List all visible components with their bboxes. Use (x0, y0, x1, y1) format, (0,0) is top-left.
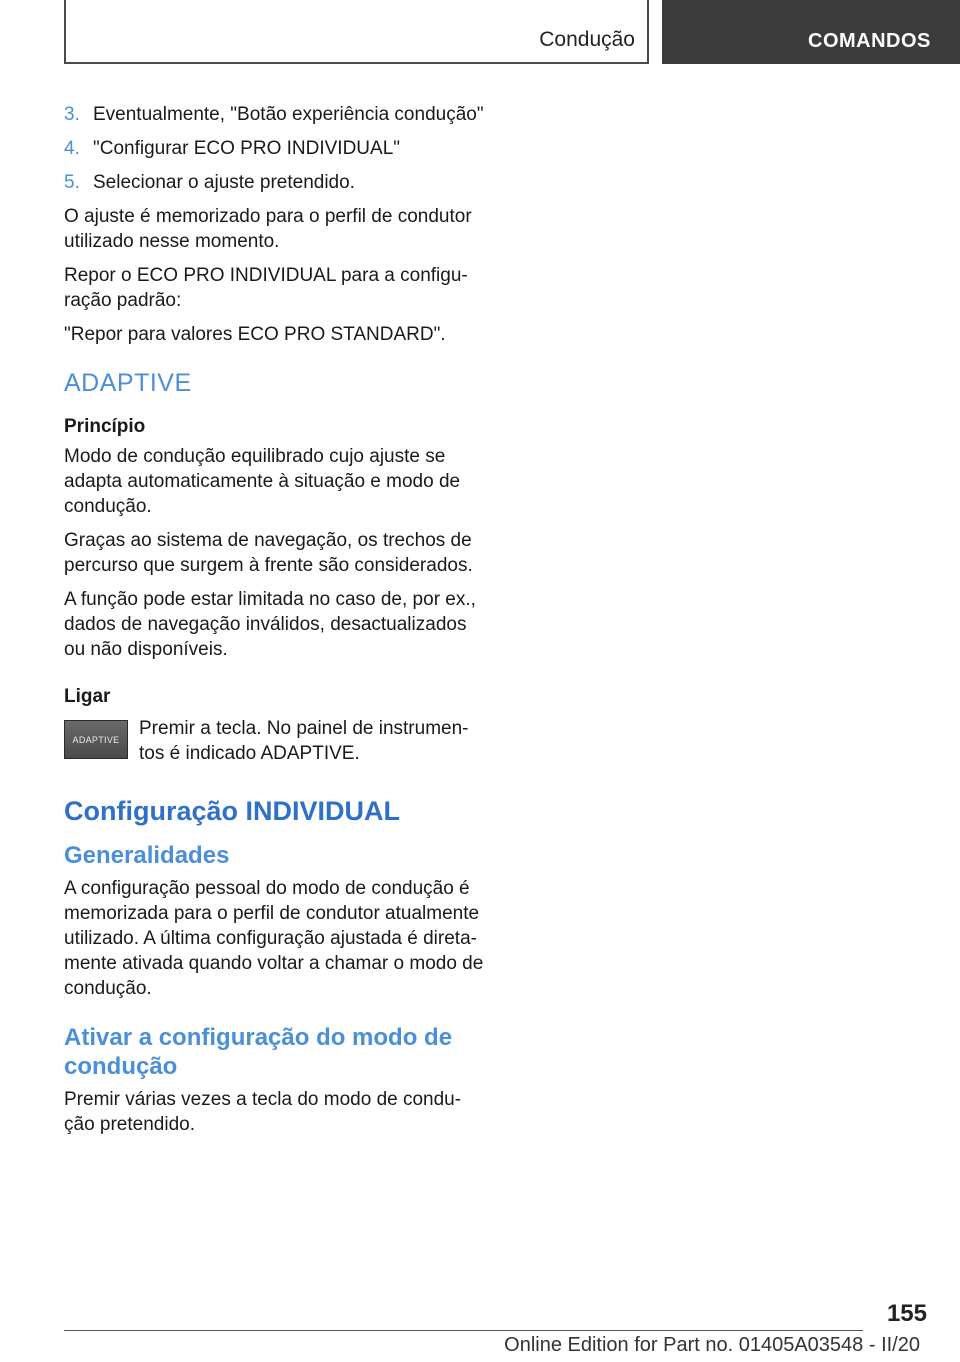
adaptive-paragraph: A função pode estar limitada no caso de, por ex., dados de navegação inválidos, desactualizados ou não disponíveis. (64, 589, 476, 660)
step-text: Selecionar o ajuste pretendido. (93, 172, 355, 193)
main-content (64, 102, 484, 1146)
step-number: 3. (64, 104, 80, 125)
general-heading: Generalidades (64, 842, 230, 869)
step-item (64, 102, 484, 128)
header-chapter-box (64, 0, 649, 64)
intro-paragraph: Repor o ECO PRO INDIVIDUAL para a configuração padrão: (64, 265, 468, 311)
header-section: COMANDOS (808, 30, 931, 52)
activate-heading: Ativar a configuração do modo de condução (64, 1024, 453, 1080)
footer-divider (64, 1330, 863, 1331)
principle-heading: Princípio (64, 416, 146, 437)
step-item (64, 170, 484, 196)
intro-paragraph: O ajuste é memorizado para o perfil de condutor utilizado nesse momento. (64, 206, 472, 252)
header-chapter: Condução (539, 28, 635, 51)
step-text: "Configurar ECO PRO INDIVIDUAL" (93, 138, 401, 159)
switch-on-heading: Ligar (64, 686, 111, 707)
activate-text: Premir várias vezes a tecla do modo de condução pretendido. (64, 1089, 462, 1135)
switch-on-row (64, 716, 484, 766)
header-section-box (662, 0, 960, 64)
step-number: 4. (64, 138, 80, 159)
individual-title: Configuração INDIVIDUAL (64, 796, 401, 826)
adaptive-paragraph: Modo de condução equilibrado cujo ajuste se adapta automaticamente à situação e modo de condução. (64, 446, 461, 517)
adaptive-button-icon: ADAPTIVE (64, 720, 128, 759)
adaptive-title: ADAPTIVE (64, 369, 192, 397)
step-text: Eventualmente, "Botão experiência condução" (93, 104, 484, 125)
page-number: 155 (886, 1300, 927, 1327)
step-number: 5. (64, 172, 80, 193)
intro-paragraph: "Repor para valores ECO PRO STANDARD". (64, 324, 446, 345)
general-text: A configuração pessoal do modo de condução é memorizada para o perfil de condutor atualmente utilizado. A última configuração ajustada é diretamente ativada quando voltar a chamar o modo de condução. (64, 878, 484, 999)
adaptive-paragraph: Graças ao sistema de navegação, os trechos de percurso que surgem à frente são considerados. (64, 530, 473, 576)
step-item (64, 136, 484, 162)
footer-edition: Online Edition for Part no. 01405A03548 - II/20 (504, 1334, 920, 1356)
switch-on-text: Premir a tecla. No painel de instrumentos é indicado ADAPTIVE. (139, 718, 469, 764)
